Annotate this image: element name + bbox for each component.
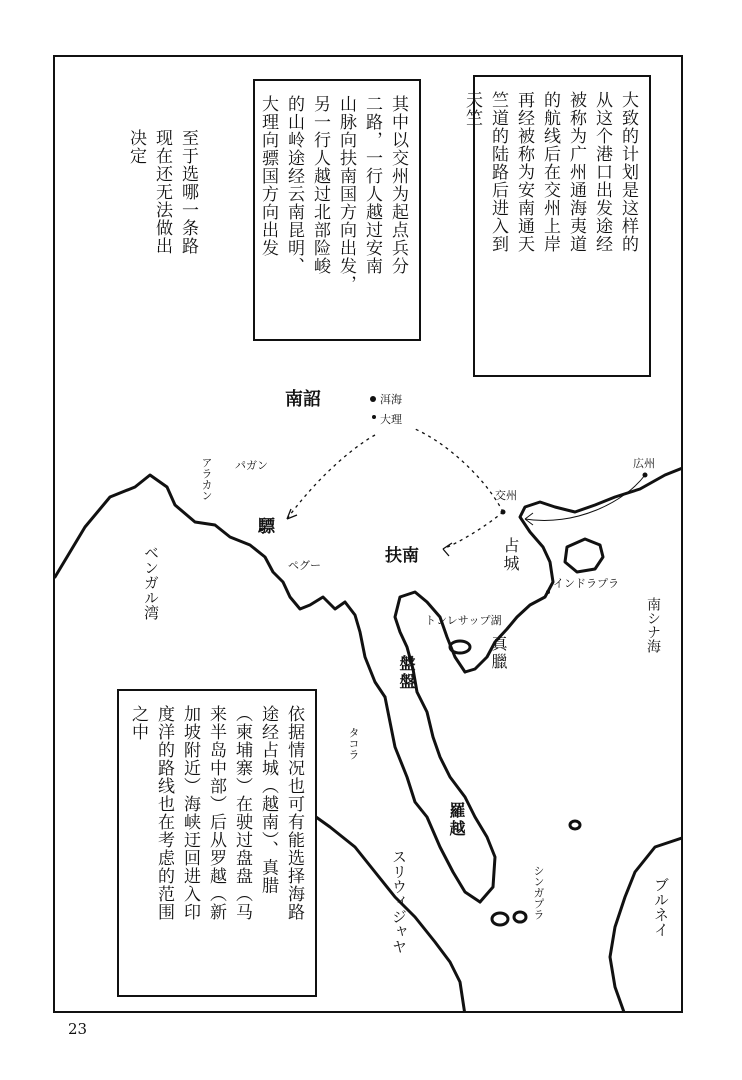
hainan-island — [565, 539, 603, 572]
text-line: 二路，一行人越过安南 — [362, 95, 382, 275]
speech-box-routes — [253, 79, 421, 341]
text-line: 决定 — [126, 129, 146, 165]
text-line: 山脉向扶南国方向出发， — [336, 95, 356, 293]
label-takola: タコラ — [347, 727, 360, 760]
text-line: 被称为广州通海夷道 — [566, 91, 586, 253]
text-line: 之中 — [128, 705, 148, 741]
text-line: 度洋的路线也在考虑的范围 — [154, 705, 174, 921]
text-line: 至于选哪一条路 — [178, 129, 198, 255]
speech-box-sea-route — [117, 689, 317, 997]
label-srivijaya: スリウィジャヤ — [390, 849, 408, 954]
label-south-china-sea: 南シナ海 — [645, 597, 661, 653]
text-line: 现在还无法做出 — [152, 129, 172, 255]
text-line: 途经占城（越南）、真腊 — [258, 705, 278, 895]
sumatra-coast — [295, 802, 465, 1013]
label-pegu: ペグー — [288, 559, 321, 572]
text-line: 天竺 — [462, 91, 482, 127]
text-line: 大致的计划是这样的 — [618, 91, 638, 253]
label-funan: 扶南 — [385, 546, 419, 566]
label-panpan: 盤盤 — [397, 655, 416, 691]
label-guangzhou: 広州 — [633, 457, 655, 470]
text-line: 的山岭途经云南昆明、 — [284, 95, 304, 275]
label-dali: 大理 — [380, 413, 402, 426]
land-route-to-piao — [287, 435, 375, 519]
text-line: （柬埔寨）在驶过盘盘（马 — [232, 705, 252, 921]
label-arakan: アラカン — [200, 457, 213, 501]
manga-panel — [53, 55, 683, 1013]
text-line: 竺道的陆路后进入到 — [488, 91, 508, 253]
text-line: 其中以交州为起点兵分 — [388, 95, 408, 275]
label-bengal-bay: ベンガル湾 — [142, 545, 160, 620]
label-erhai: 洱海 — [380, 393, 402, 406]
label-zhenla: 真臘 — [489, 635, 508, 671]
text-line: 来半岛中部）后从罗越（新 — [206, 705, 226, 921]
text-line: 加坡附近）海峡迂回进入印 — [180, 705, 200, 921]
label-piao: 驃 — [258, 517, 275, 537]
text-line: 另一行人越过北部险峻 — [310, 95, 330, 275]
label-tonle-sap: トンレサップ湖 — [425, 614, 502, 627]
label-nanzhao: 南詔 — [285, 389, 321, 410]
burma-coastline — [55, 475, 385, 697]
text-line: 的航线后在交州上岸 — [540, 91, 560, 253]
label-pagan: パガン — [235, 459, 268, 472]
text-line: 从这个港口出发途经 — [592, 91, 612, 253]
text-line: 大理向骠国方向出发 — [258, 95, 278, 257]
borneo-coast — [610, 837, 683, 1013]
sea-route-arc — [525, 475, 645, 521]
text-line: 再经被称为安南通天 — [514, 91, 534, 253]
label-champa: 占城 — [501, 537, 520, 573]
label-jiaozhou: 交州 — [495, 489, 517, 502]
text-line: 依据情况也可有能选择海路 — [284, 705, 304, 921]
label-singapura: シンガプラ — [532, 865, 545, 920]
speech-box-undecided — [119, 115, 209, 311]
label-luoyue: 羅越 — [447, 802, 466, 838]
page-number: 23 — [68, 1020, 88, 1038]
label-brunei: ブルネイ — [652, 877, 670, 937]
speech-box-plan — [462, 75, 651, 377]
label-indrapura: インドラプラ — [553, 577, 619, 590]
land-route-to-dali — [415, 429, 503, 512]
